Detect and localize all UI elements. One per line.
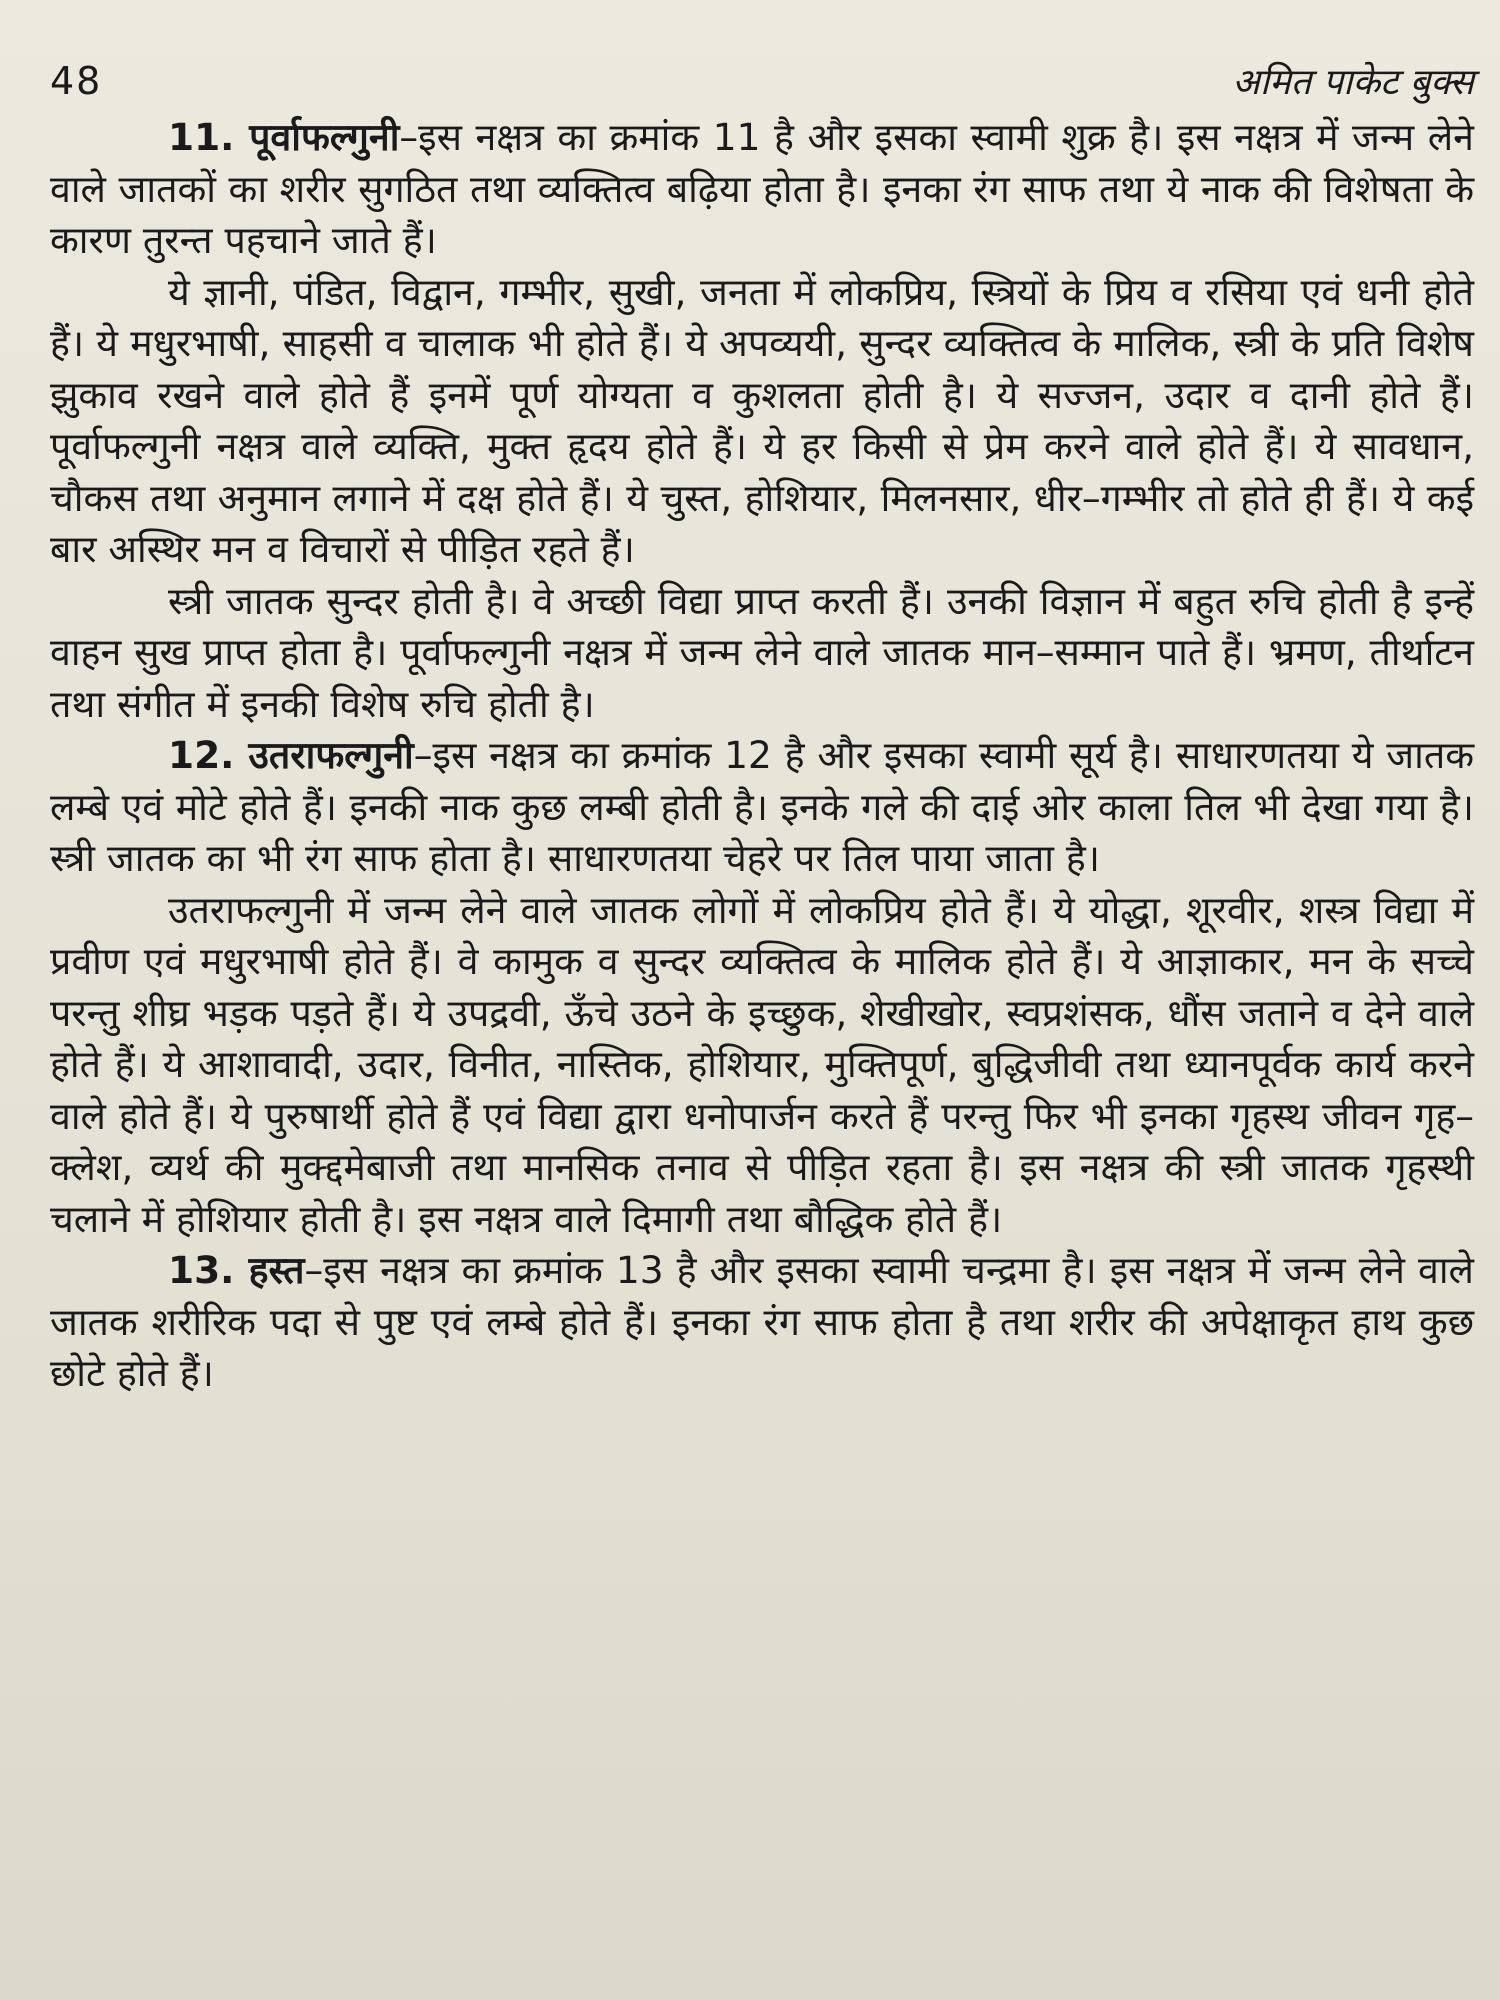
page-number: 48 — [50, 59, 103, 103]
paragraph-text: –इस नक्षत्र का क्रमांक 12 है और इसका स्वामी सूर्य है। साधारणतया ये जातक लम्बे एवं मोटे होते हैं। इनकी नाक कुछ लम्बी होती है। इनके गले की दाई ओर काला तिल भी देखा गया है। स्त्री जातक का भी रंग साफ होता है। साधारणतया चेहरे पर तिल पाया जाता है। — [50, 733, 1474, 880]
running-head — [50, 56, 1474, 112]
book-title: अमित पाकेट बुक्स — [1232, 62, 1474, 103]
paragraph: स्त्री जातक सुन्दर होती है। वे अच्छी विद्या प्राप्त करती हैं। उनकी विज्ञान में बहुत रुचि होती है इन्हें वाहन सुख प्राप्त होता है। पूर्वाफल्गुनी नक्षत्र में जन्म लेने वाले जातक मान–सम्मान पाते हैं। भ्रमण, तीर्थाटन तथा संगीत में इनकी विशेष रुचि होती है। — [50, 578, 1474, 726]
paragraph — [50, 1245, 1474, 1400]
body-text — [50, 112, 1474, 1400]
section-heading: 13. हस्त — [168, 1248, 305, 1292]
paragraph: उतराफल्गुनी में जन्म लेने वाले जातक लोगों में लोकप्रिय होते हैं। ये योद्धा, शूरवीर, शस्त्र विद्या में प्रवीण एवं मधुरभाषी होते हैं। वे कामुक व सुन्दर व्यक्तित्व के मालिक होते हैं। ये आज्ञाकार, मन के सच्चे परन्तु शीघ्र भड़क पड़ते हैं। ये उपद्रवी, ऊँचे उठने के इच्छुक, शेखीखोर, स्वप्रशंसक, धौंस जताने व देने वाले होते हैं। ये आशावादी, उदार, विनीत, नास्तिक, होशियार, मुक्तिपूर्ण, बुद्धिजीवी तथा ध्यानपूर्वक कार्य करने वाले होते हैं। ये पुरुषार्थी होते हैं एवं विद्या द्वारा धनोपार्जन करते हैं परन्तु फिर भी इनका गृहस्थ जीवन गृह–क्लेश, व्यर्थ की मुक्द्दमेबाजी तथा मानसिक तनाव से पीड़ित रहता है। इस नक्षत्र की स्त्री जातक गृहस्थी चलाने में होशियार होती है। इस नक्षत्र वाले दिमागी तथा बौद्धिक होते हैं। — [50, 887, 1474, 1241]
section-heading: 11. पूर्वाफल्गुनी — [168, 115, 400, 159]
paragraph — [50, 112, 1474, 267]
section-heading: 12. उतराफल्गुनी — [168, 733, 414, 777]
paragraph-text: –इस नक्षत्र का क्रमांक 13 है और इसका स्वामी चन्द्रमा है। इस नक्षत्र में जन्म लेने वाले जातक शरीरिक पदा से पुष्ट एवं लम्बे होते हैं। इनका रंग साफ होता है तथा शरीर की अपेक्षाकृत हाथ कुछ छोटे होते हैं। — [50, 1248, 1474, 1395]
paragraph — [50, 730, 1474, 885]
paragraph: ये ज्ञानी, पंडित, विद्वान, गम्भीर, सुखी, जनता में लोकप्रिय, स्त्रियों के प्रिय व रसिया एवं धनी होते हैं। ये मधुरभाषी, साहसी व चालाक भी होते हैं। ये अपव्ययी, सुन्दर व्यक्तित्व के मालिक, स्त्री के प्रति विशेष झुकाव रखने वाले होते हैं इनमें पूर्ण योग्यता व कुशलता होती है। ये सज्जन, उदार व दानी होते हैं। पूर्वाफल्गुनी नक्षत्र वाले व्यक्ति, मुक्त हृदय होते हैं। ये हर किसी से प्रेम करने वाले होते हैं। ये सावधान, चौकस तथा अनुमान लगाने में दक्ष होते हैं। ये चुस्त, होशियार, मिलनसार, धीर–गम्भीर तो होते ही हैं। ये कई बार अस्थिर मन व विचारों से पीड़ित रहते हैं। — [50, 269, 1474, 571]
paragraph-text: –इस नक्षत्र का क्रमांक 11 है और इसका स्वामी शुक्र है। इस नक्षत्र में जन्म लेने वाले जातकों का शरीर सुगठित तथा व्यक्तित्व बढ़िया होता है। इनका रंग साफ तथा ये नाक की विशेषता के कारण तुरन्त पहचाने जाते हैं। — [50, 115, 1474, 262]
